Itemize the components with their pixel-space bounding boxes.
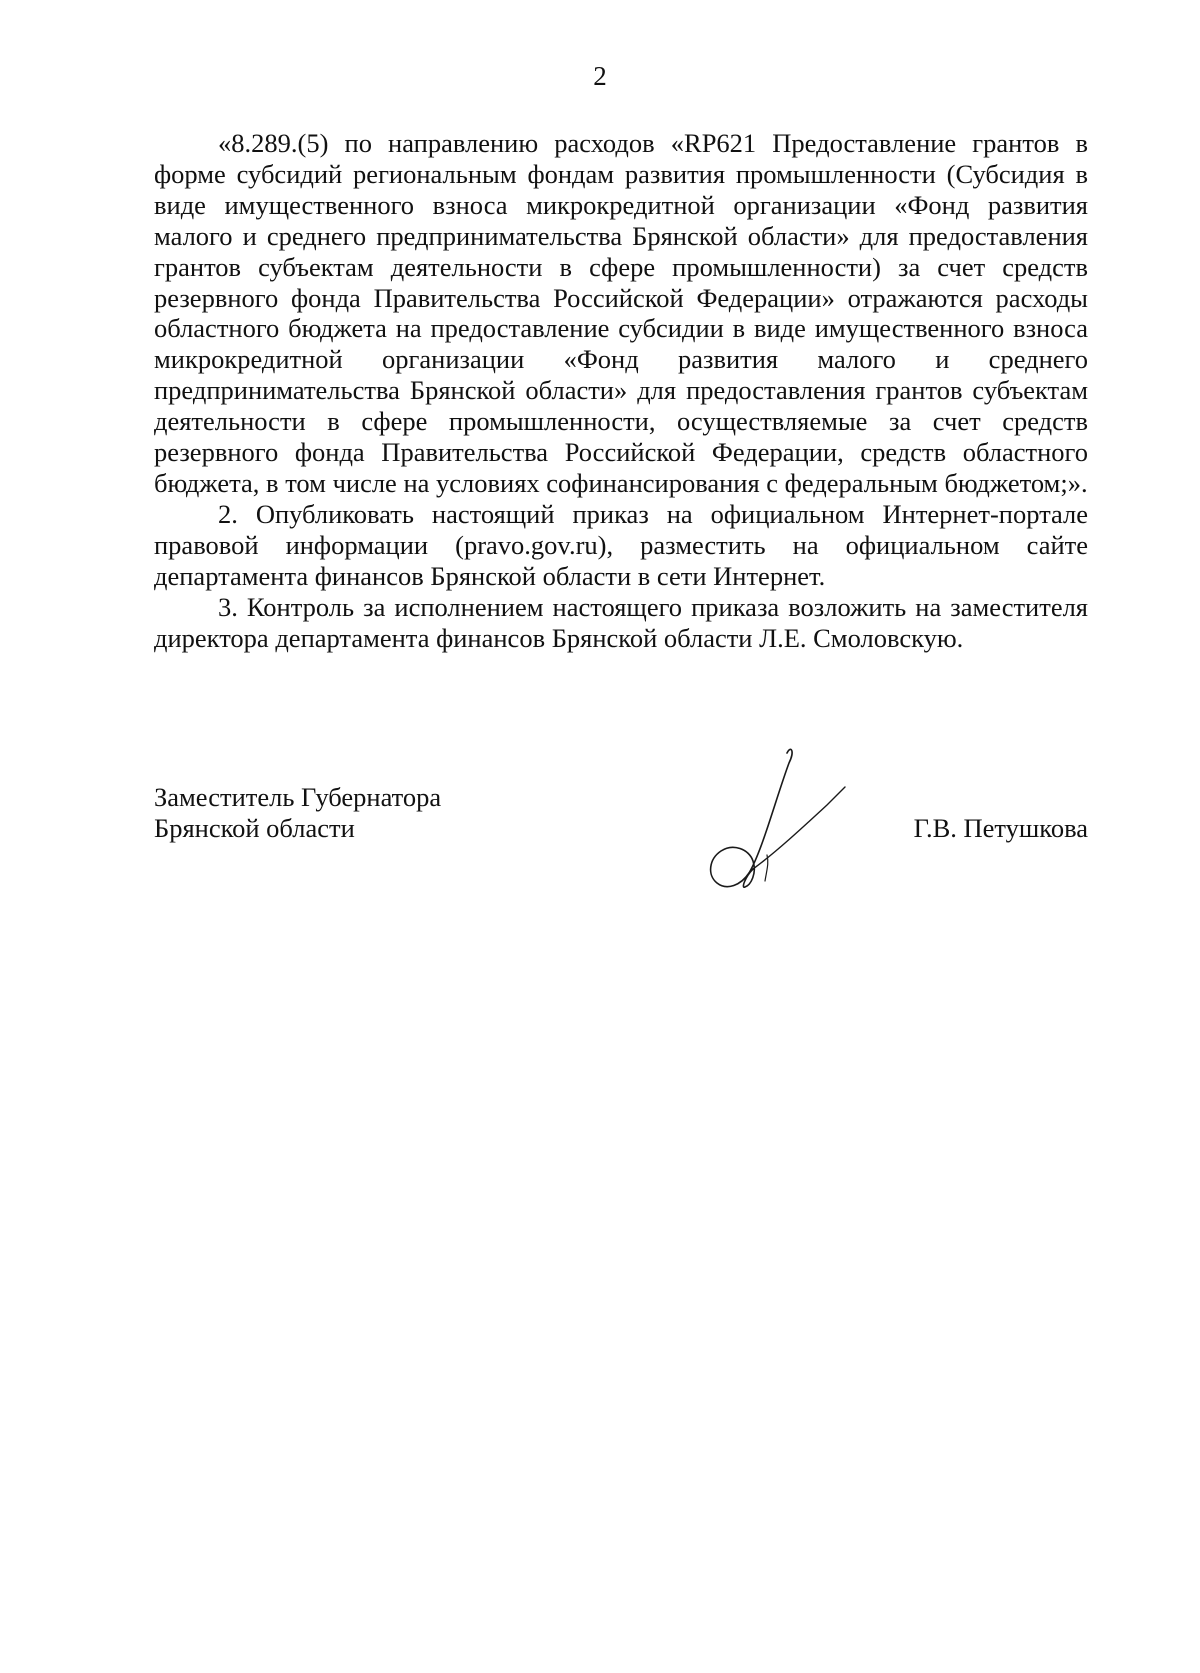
signatory-position-line2: Брянской области — [154, 813, 355, 843]
paragraph-budget-code: «8.289.(5) по направлению расходов «RP621 Предоставление грантов в форме субсидий региональным фондам развития промышленности (Субсидия в виде имущественного взноса микрокредитной организации «Фонд развития малого и среднего предпринимательства Брянской области» для предоставления грантов субъектам деятельности в сфере промышленности) за счет средств резервного фонда Правительства Российской Федерации» отражаются расходы областного бюджета на предоставление субсидии в виде имущественного взноса микрокредитной организации «Фонд развития малого и среднего предпринимательства Брянской области» для предоставления грантов субъектам деятельности в сфере промышленности, осуществляемые за счет средств резервного фонда Правительства Российской Федерации, средств областного бюджета, в том числе на условиях софинансирования с федеральным бюджетом;». — [154, 128, 1088, 498]
paragraph-control: 3. Контроль за исполнением настоящего приказа возложить на заместителя директора департамента финансов Брянской области Л.Е. Смоловскую. — [154, 591, 1088, 653]
paragraph-publication: 2. Опубликовать настоящий приказ на официальном Интернет-портале правовой информации (pravo.gov.ru), разместить на официальном сайте департамента финансов Брянской области в сети Интернет. — [154, 498, 1088, 591]
handwritten-signature — [705, 745, 875, 895]
signatory-position-line1: Заместитель Губернатора — [154, 782, 442, 812]
page-number: 2 — [593, 61, 607, 91]
document-body — [154, 128, 1088, 653]
signatory-position — [154, 782, 441, 844]
signatory-name: Г.В. Петушкова — [913, 813, 1088, 843]
